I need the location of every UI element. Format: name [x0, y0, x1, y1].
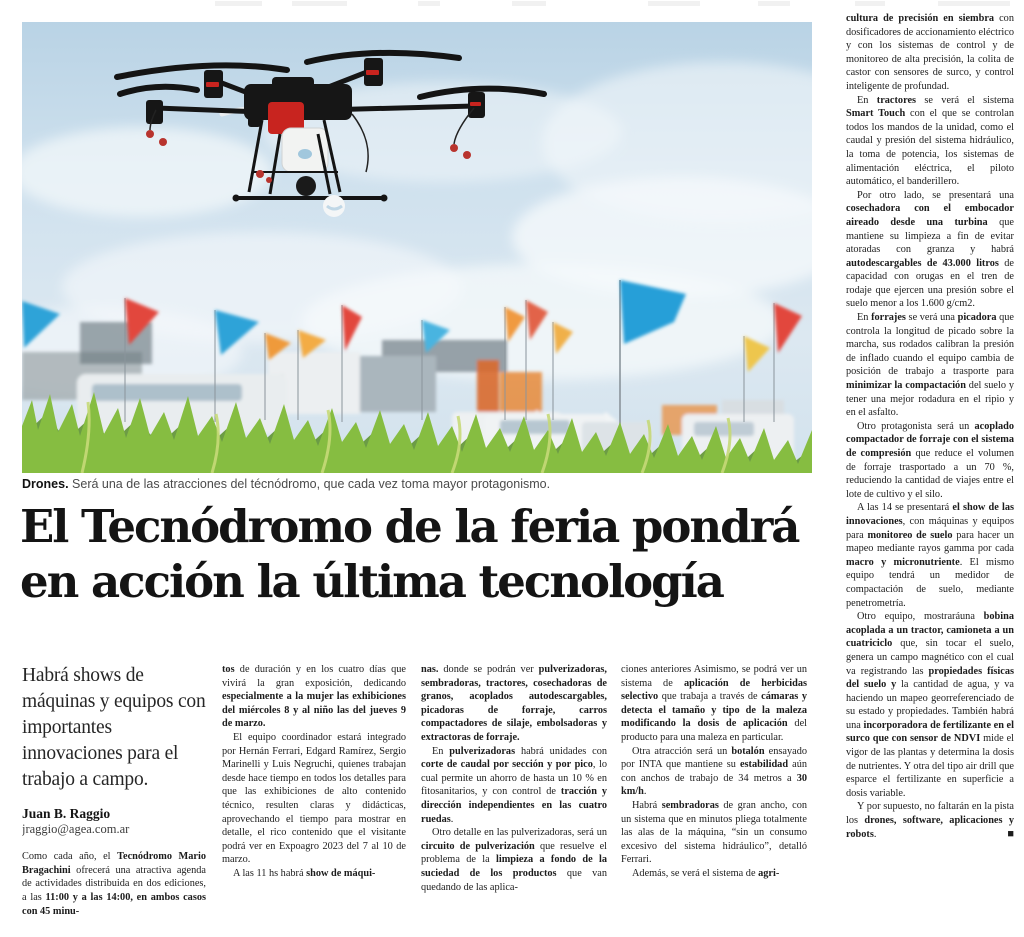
byline-author: Juan B. Raggio: [22, 806, 111, 821]
column-3: [421, 663, 607, 937]
caption-text: Será una de las atracciones del técnódromo, que cada vez toma mayor protagonismo.: [72, 477, 551, 491]
photo-caption: [22, 477, 722, 491]
column-2: [222, 663, 406, 937]
body-text: [22, 850, 206, 918]
caption-lead: Drones.: [22, 477, 69, 491]
paragraph: Habrá sembradoras de gran ancho, con un sistema que en minutos pliega totalmente las alas de la máquina, “sin un consumo excesivo del sistema hidráulico”, detalló Ferrari.: [621, 799, 807, 866]
paragraph: Otra atracción será un botalón ensayado por INTA que mantiene su estabilidad aún con anchos de trabajo de 34 metros a 30 km/h.: [621, 745, 807, 798]
article-photo: [22, 22, 812, 473]
headline: [20, 499, 798, 609]
byline-email: jraggio@agea.com.ar: [22, 821, 130, 836]
paragraph: tos de duración y en los cuatro días que vivirá la gran exposición, dedicando especialmente a la mujer las exhibiciones del miércoles 8 y al niño las del jueves 9 de marzo.: [222, 664, 406, 730]
article-end-mark: ■: [1007, 827, 1014, 840]
paragraph: Otro equipo, mostraráuna bobina acoplada a un tractor, camioneta a un cuatriciclo que, sin tocar el suelo, genera un campo magnético con el cual va registrando las propiedades físicas del suelo y la cantidad de agua, y va haciendo un mapeo georreferenciado de su estado y propiedades. También habrá una incorporadora de fertilizante en el surco que con sensor de NDVI mide el vigor de las plantas y determina la dosis de nutrientes. Y otra del tipo air drill que esparce el fertilizante en superficie a dosis variable.: [846, 611, 1014, 799]
paragraph: A las 14 se presentará el show de las innovaciones, con máquinas y equipos para monitoreo de suelo para hacer un mapeo mediante rayos gamma por cada macro y micronutriente. El mismo equipo tendrá un medidor de compactación de suelo, mediante penetrometría.: [846, 502, 1014, 609]
column-1: [22, 663, 206, 937]
right-rail-column: [846, 12, 1014, 933]
paragraph: Además, se verá el sistema de agri-: [632, 867, 780, 879]
column-4: [621, 663, 807, 937]
headline-line2: en acción la última tecnología: [20, 555, 723, 608]
headline-line1: El Tecnódromo de la feria pondrá: [20, 500, 799, 553]
paragraph: En forrajes se verá una picadora que controla la longitud de picado sobre la marcha, sus rodados calibran la presión de inflado cuando el equipo cambia de posición de trabajo a trasporte para minimizar la compactación del suelo y tener una mejor rodadura en el ripio y en el asfalto.: [846, 312, 1014, 419]
paragraph: En pulverizadoras habrá unidades con corte de caudal por sección y por pico, lo cual permite un ahorro de hasta un 10 % en fitosanitarios, y con control de tracción y dirección independientes en las cuatro ruedas.: [421, 745, 607, 825]
paragraph: Y por supuesto, no faltarán en la pista los drones, software, aplicaciones y robots. ■: [846, 801, 1014, 840]
paragraph: cultura de precisión en siembra con dosificadores de accionamiento eléctrico y con los sistemas de control y de monitoreo de alta precisión, la colita de castor con sensores de surco, y control inteligente de profundad.: [846, 13, 1014, 92]
deck: Habrá shows de máquinas y equipos con importantes innovaciones para el trabajo a campo.: [22, 665, 206, 790]
paragraph: Por otro lado, se presentará una cosechadora con el embocador aireado desde una turbina que mantiene su limpieza a fin de evitar atoradas con granza y habrá autodescargables de 43.000 litros de capacidad con orugas en el tren de rodaje que ejercen una presión sobre el suelo menor a los 1.600 g/cm2.: [846, 189, 1014, 310]
drone-over-expo-illustration: [22, 22, 812, 473]
paragraph: A las 11 hs habrá show de máqui-: [233, 867, 376, 879]
paragraph: Como cada año, el Tecnódromo Mario Bragachini ofrecerá una atractiva agenda de actividades distribuida en dos ediciones, a las 11:00 y a las 14:00, en ambos casos con 45 minu-: [22, 851, 206, 917]
paragraph: ciones anteriores Asimismo, se podrá ver un sistema de aplicación de herbicidas selectivo que trabaja a través de cámaras y detecta el tamaño y tipo de la maleza modificando la dosis de aplicación del producto para una maleza en particular.: [621, 664, 807, 743]
paragraph: Otro protagonista será un acoplado compactador de forraje con el sistema de compresión que reduce el volumen de forraje trasportado a un 70 %, reduciendo la cantidad de viajes entre el lote de cultivo y el silo.: [846, 420, 1014, 500]
paragraph: En tractores se verá el sistema Smart Touch con el que se controlan todos los mandos de la unidad, como el caudal y presión del sistema hidráulico, la toma de potencia, los sistemas de alimentación eléctrica, el piloto automático, el banderillero.: [846, 94, 1014, 188]
paragraph: Otro detalle en las pulverizadoras, será un circuito de pulverización que resuelve el problema de la limpieza a fondo de la suciedad de los productos que van quedando de las aplica-: [421, 827, 607, 893]
paragraph: El equipo coordinador estará integrado por Hernán Ferrari, Edgard Ramírez, Sergio Marinelli y Luis Negruchi, quienes trabajan desde hace tiempo en todos los detalles para que las exhibiciones de alto contenido técnico, resulten claras y didácticas, aprovechando el tiempo para mostrar en detalle, el rico contenido que el visitante podrá ver en Expoagro 2023 del 7 al 10 de marzo.: [222, 731, 406, 866]
paragraph: nas. donde se podrán ver pulverizadoras, sembradoras, tractores, cosechadoras de granos, acoplados autodescargables, picadoras de forraje, carros compactadores de silaje, embolsadoras y extractoras de forraje.: [421, 664, 607, 743]
